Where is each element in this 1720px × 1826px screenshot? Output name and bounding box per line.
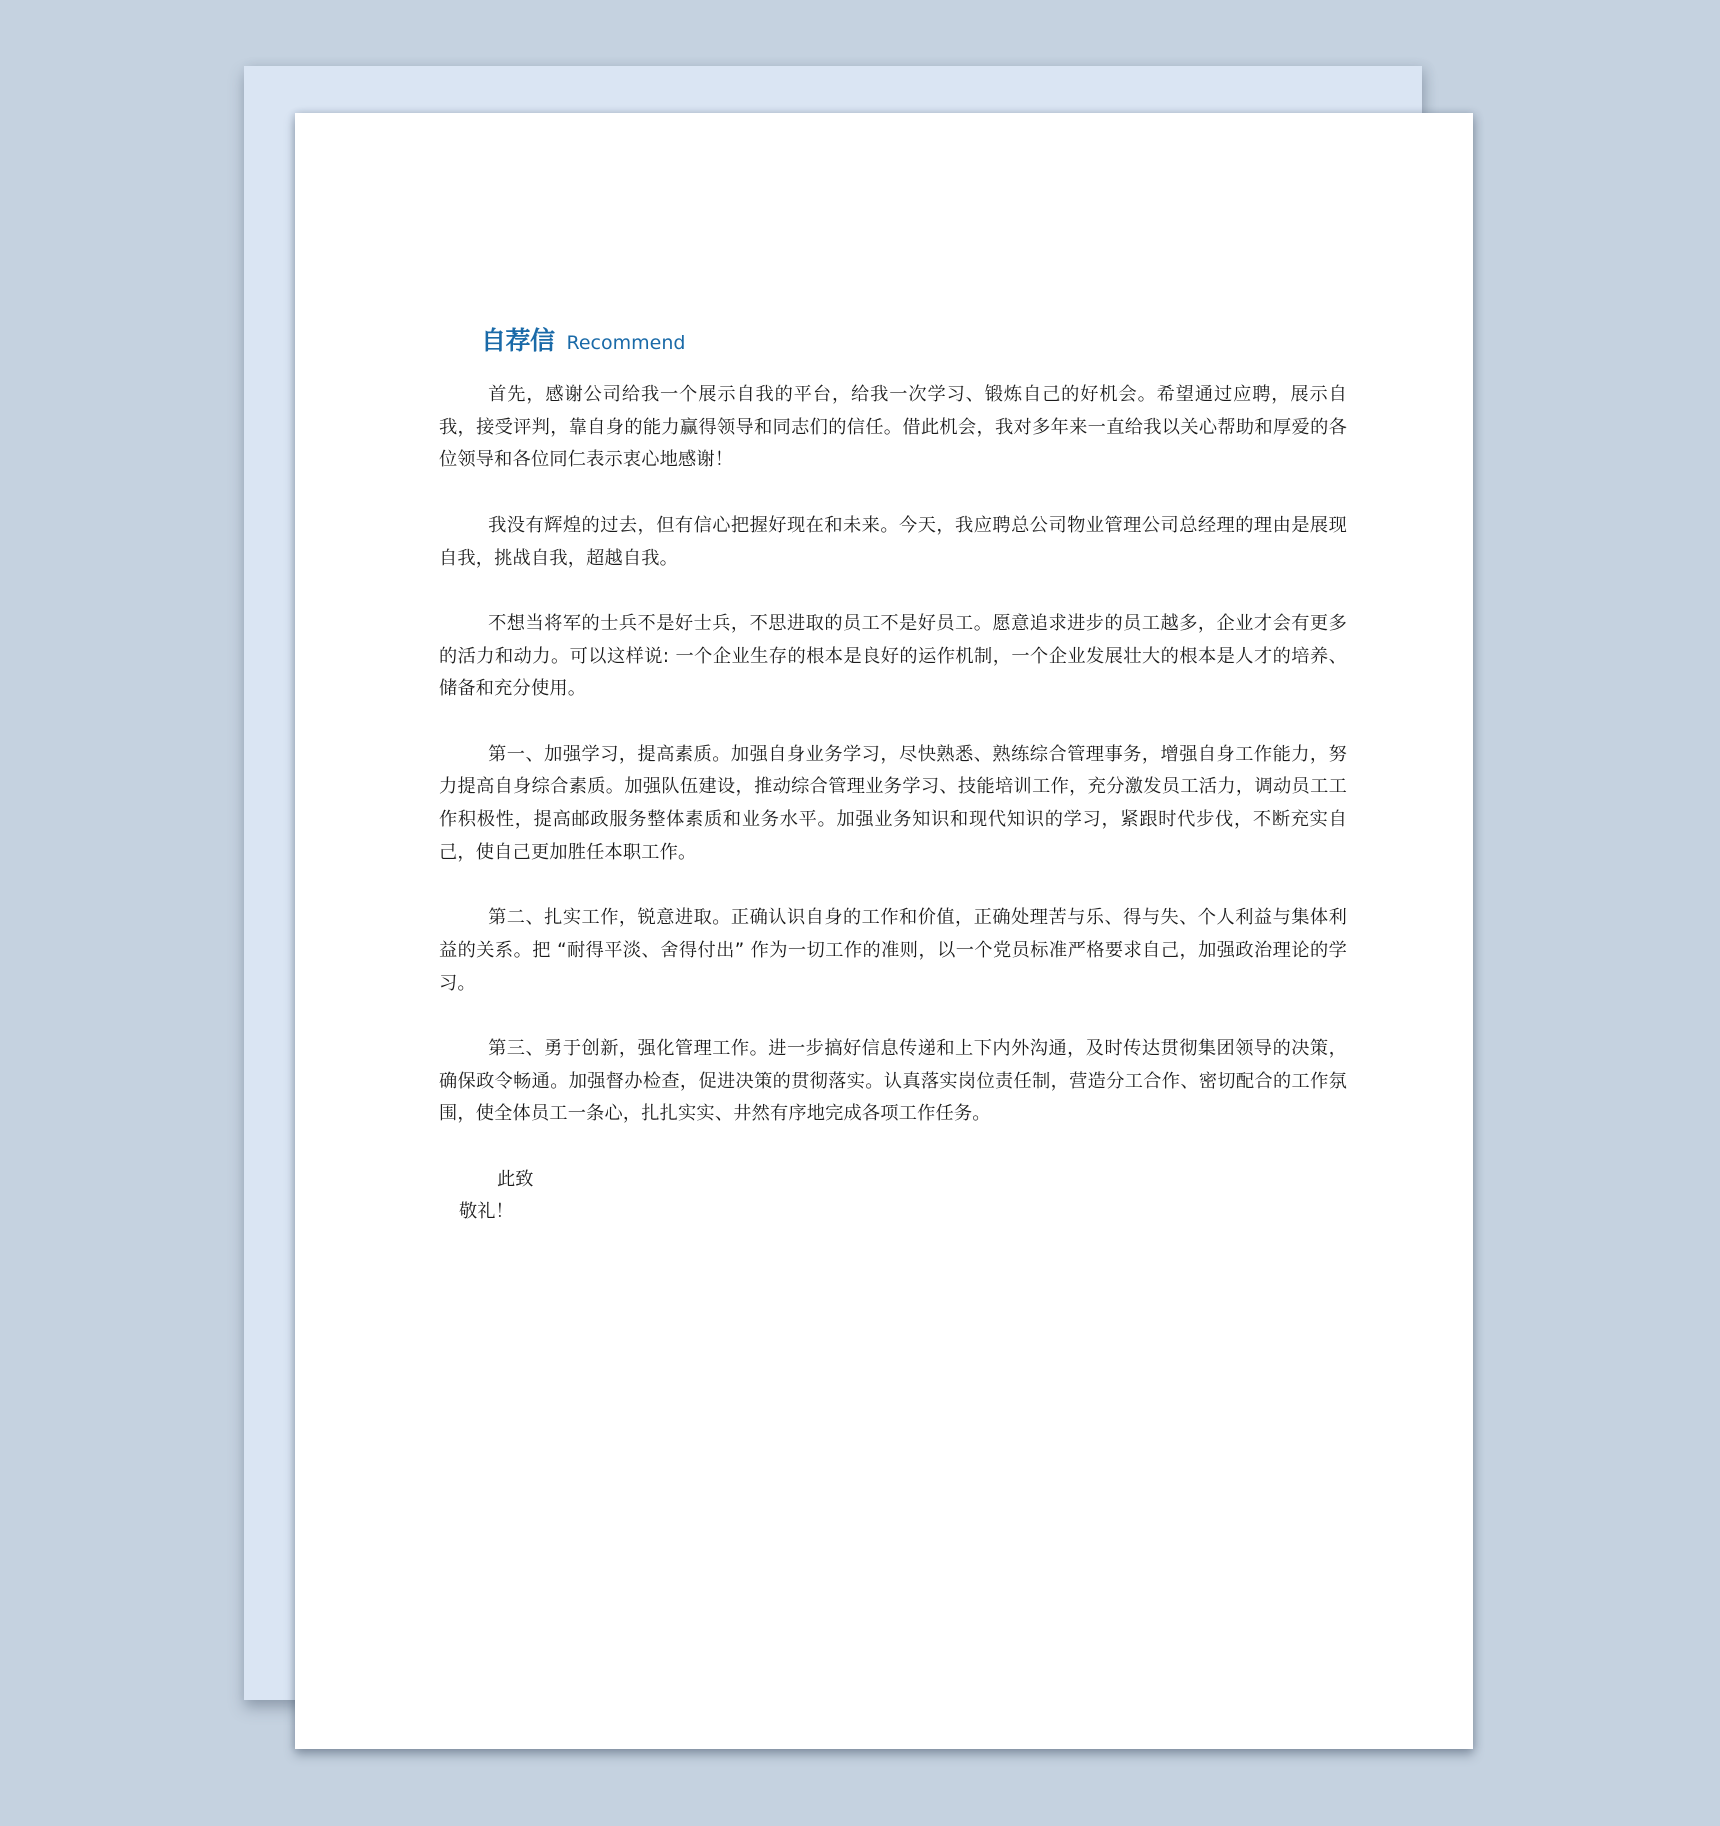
- paragraph-1: 首先，感谢公司给我一个展示自我的平台，给我一次学习、锻炼自己的好机会。希望通过应聘，展示自我，接受评判，靠自身的能力赢得领导和同志们的信任。借此机会，我对多年来一直给我以关心帮助和厚爱的各位领导和各位同仁表示衷心地感谢！: [439, 384, 1347, 471]
- paragraph-6: 第三、勇于创新，强化管理工作。进一步搞好信息传递和上下内外沟通，及时传达贯彻集团领导的决策，确保政令畅通。加强督办检查，促进决策的贯彻落实。认真落实岗位责任制，营造分工合作、密切配合的工作氛围，使全体员工一条心，扎扎实实、井然有序地完成各项工作任务。: [439, 1037, 1347, 1125]
- letter-content: [439, 321, 1347, 1229]
- title-chinese: 自荐信: [481, 326, 555, 355]
- letter-heading: [481, 321, 1347, 361]
- paragraph-2: 我没有辉煌的过去，但有信心把握好现在和未来。今天，我应聘总公司物业管理公司总经理的理由是展现自我，挑战自我，超越自我。: [439, 514, 1347, 569]
- paragraph-3: 不想当将军的士兵不是好士兵，不思进取的员工不是好员工。愿意追求进步的员工越多，企业才会有更多的活力和动力。可以这样说: 一个企业生存的根本是良好的运作机制，一个企业发展壮大的根本是人才的培养、储备和充分使用。: [439, 612, 1347, 700]
- letter-body: [439, 379, 1347, 1229]
- paragraph-4: 第一、加强学习，提高素质。加强自身业务学习，尽快熟悉、熟练综合管理事务，增强自身工作能力，努力提高自身综合素质。加强队伍建设，推动综合管理业务学习、技能培训工作，充分激发员工活力，调动员工工作积极性，提高邮政服务整体素质和业务水平。加强业务知识和现代知识的学习，紧跟时代步伐，不断充实自己，使自己更加胜任本职工作。: [439, 743, 1347, 863]
- title-english: Recommend: [566, 332, 686, 354]
- document-page: [295, 113, 1473, 1749]
- salutation-line: 敬礼！: [459, 1201, 514, 1223]
- closing-line: 此致: [497, 1168, 534, 1190]
- paragraph-5: 第二、扎实工作，锐意进取。正确认识自身的工作和价值，正确处理苦与乐、得与失、个人利益与集体利益的关系。把 “耐得平淡、舍得付出” 作为一切工作的准则，以一个党员标准严格要求自己，加强政治理论的学习。: [439, 907, 1347, 994]
